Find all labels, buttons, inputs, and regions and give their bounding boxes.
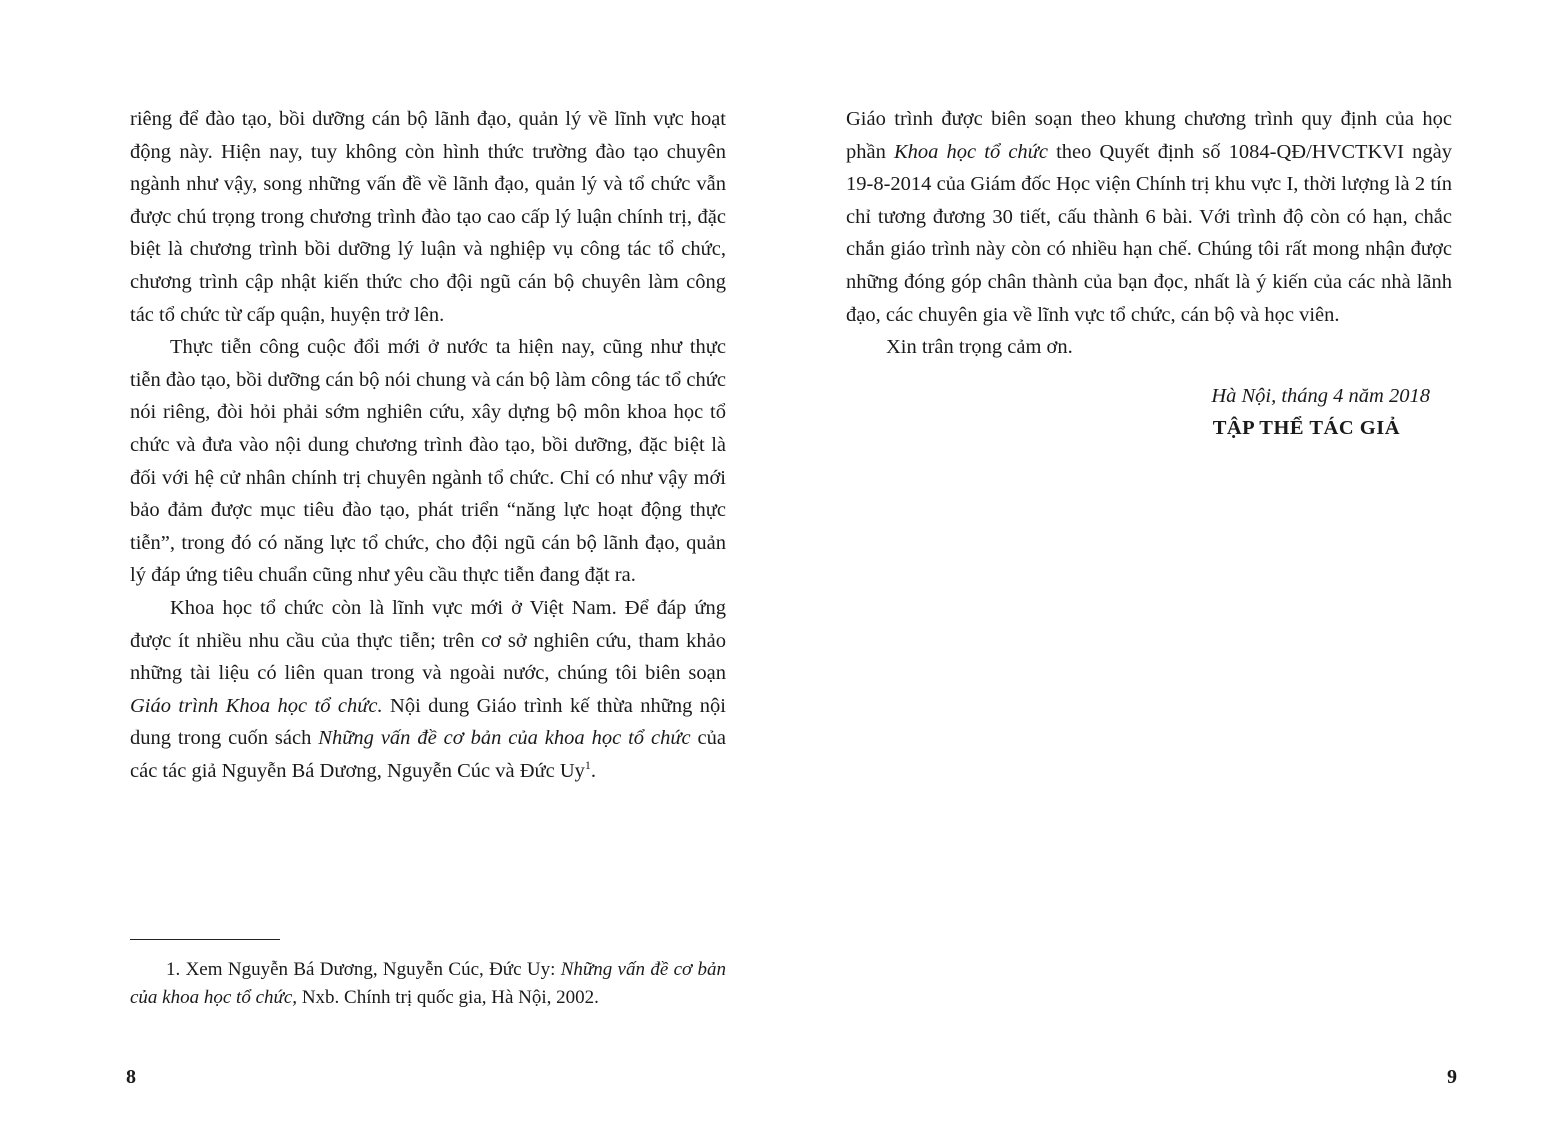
right-page: [774, 0, 1549, 1134]
authors-signature: TẬP THỂ TÁC GIẢ: [1212, 417, 1400, 440]
page-number-right: 9: [1447, 1066, 1457, 1088]
left-page: [0, 0, 774, 1134]
paragraph-2: Thực tiễn công cuộc đổi mới ở nước ta hiện nay, cũng như thực tiễn đào tạo, bồi dưỡng cán bộ nói chung và cán bộ làm công tác tổ chức nói riêng, đòi hỏi phải sớm nghiên cứu, xây dựng bộ môn khoa học tổ chức và đưa vào nội dung chương trình đào tạo, bồi dưỡng, đặc biệt là đối với hệ cử nhân chính trị chuyên ngành tổ chức. Chỉ có như vậy mới bảo đảm được mục tiêu đào tạo, phát triển “năng lực hoạt động thực tiễn”, trong đó có năng lực tổ chức, cho đội ngũ cán bộ lãnh đạo, quản lý đáp ứng tiêu chuẩn cũng như yêu cầu thực tiễn đang đặt ra.: [130, 336, 726, 587]
paragraph-4-text-b: theo Quyết định số 1084-QĐ/HVCTKVI ngày 19-8-2014 của Giám đốc Học viện Chính trị khu vực I, thời lượng là 2 tín chỉ tương đương 30 tiết, cấu thành 6 bài. Với trình độ còn có hạn, chắc chắn giáo trình này còn có nhiều hạn chế. Chúng tôi rất mong nhận được những đóng góp chân thành của bạn đọc, nhất là ý kiến của các nhà lãnh đạo, các chuyên gia về lĩnh vực tổ chức, cán bộ và học viên.: [846, 140, 1452, 326]
book-title-nhung-van-de: Những vấn đề cơ bản của khoa học tổ chức: [318, 727, 691, 750]
right-text-column: [846, 103, 1452, 445]
paragraph-4-text-a: Giáo trình được biên soạn theo khung chương trình quy định của học phần: [846, 108, 1452, 163]
paragraph-3-text-c: của các tác giả Nguyễn Bá Dương, Nguyễn Cúc và Đức Uy: [130, 727, 727, 782]
footnote-text-a: 1. Xem Nguyễn Bá Dương, Nguyễn Cúc, Đức Uy:: [166, 959, 561, 980]
book-title-giao-trinh: Giáo trình Khoa học tổ chức.: [130, 694, 383, 717]
thanks-line: Xin trân trọng cảm ơn.: [886, 336, 1073, 359]
footnote: [130, 956, 726, 1012]
footnote-book-title: Những vấn đề cơ bản của khoa học tổ chức,: [130, 959, 726, 1008]
paragraph-3-end: .: [590, 759, 597, 782]
paragraph-3-text-b: Nội dung Giáo trình kế thừa những nội dung trong cuốn sách: [130, 694, 726, 750]
footnote-text-b: Nxb. Chính trị quốc gia, Hà Nội, 2002.: [297, 987, 599, 1008]
paragraph-4: [846, 103, 1452, 331]
footnote-separator: [130, 939, 280, 940]
course-title: Khoa học tổ chức: [893, 140, 1048, 163]
place-date: Hà Nội, tháng 4 năm 2018: [1211, 384, 1430, 407]
footnote-marker[interactable]: 1: [584, 758, 591, 773]
page-number-left: 8: [126, 1066, 136, 1088]
paragraph-3-text-a: Khoa học tổ chức còn là lĩnh vực mới ở Việt Nam. Để đáp ứng được ít nhiều nhu cầu của thực tiễn; trên cơ sở nghiên cứu, tham khảo những tài liệu có liên quan trong và ngoài nước, chúng tôi biên soạn: [130, 596, 726, 685]
paragraph-1: riêng để đào tạo, bồi dưỡng cán bộ lãnh đạo, quản lý về lĩnh vực hoạt động này. Hiện nay, tuy không còn hình thức trường đào tạo chuyên ngành như vậy, song những vấn đề về lãnh đạo, quản lý và tổ chức vẫn được chú trọng trong chương trình đào tạo cao cấp lý luận chính trị, đặc biệt là chương trình bồi dưỡng lý luận và nghiệp vụ công tác tổ chức, chương trình cập nhật kiến thức cho đội ngũ cán bộ chuyên làm công tác tổ chức từ cấp quận, huyện trở lên.: [130, 108, 726, 326]
left-text-column: [130, 103, 726, 787]
paragraph-3: [130, 592, 726, 788]
